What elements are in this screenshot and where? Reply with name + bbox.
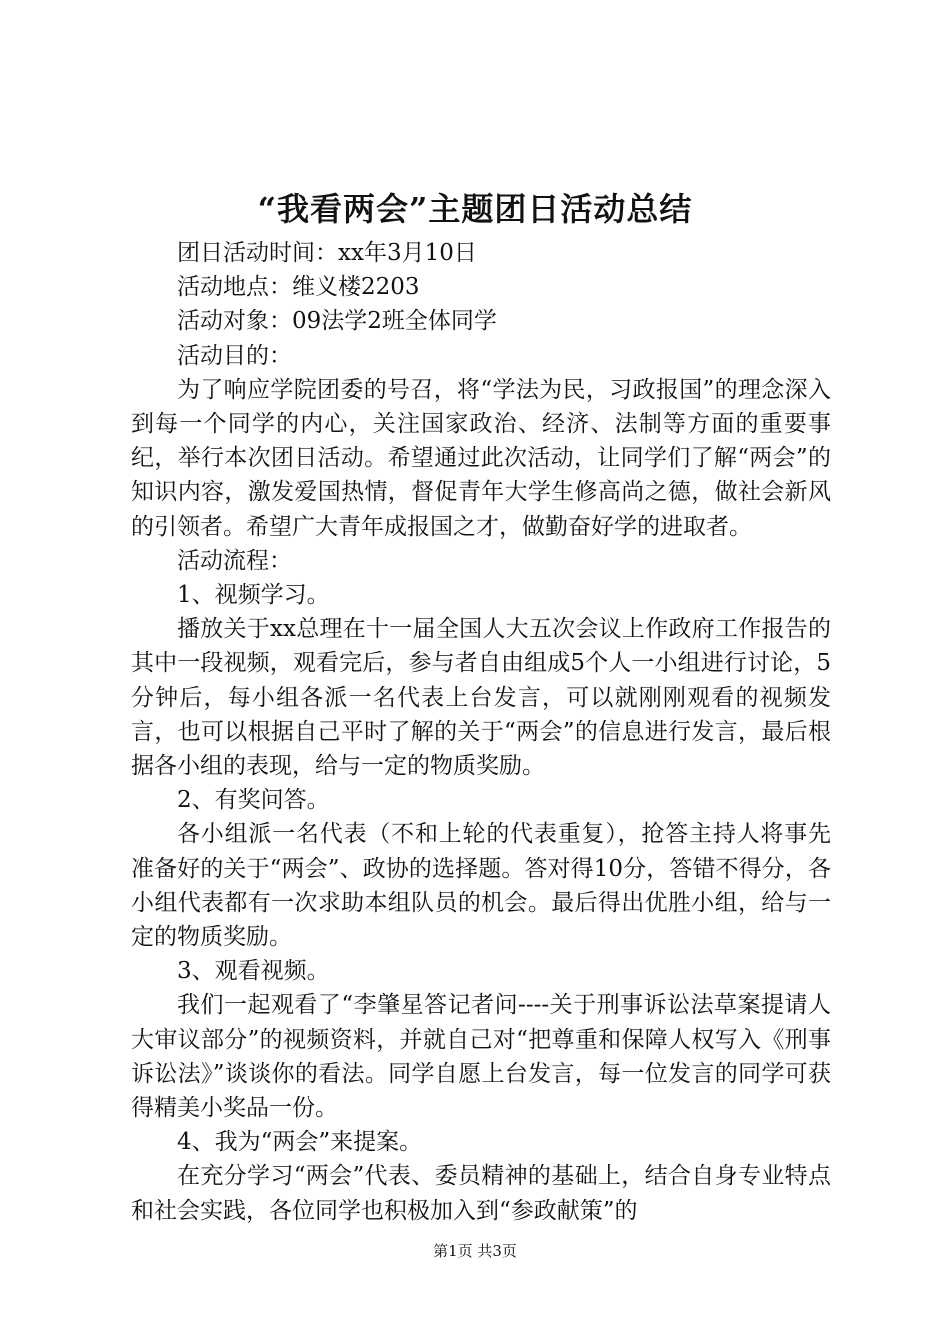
paragraph-step-4-heading: 4、我为“两会”来提案。 xyxy=(177,1129,423,1156)
paragraph-purpose-heading: 活动目的： xyxy=(177,342,292,369)
paragraph-activity-participants: 活动对象：09法学2班全体同学 xyxy=(177,308,497,335)
paragraph-purpose-text: 为了响应学院团委的号召，将“学法为民，习政报国”的理念深入到每一个同学的内心，关注国家政治、经济、法制等方面的重要事纪，举行本次团日活动。希望通过此次活动，让同学们了解“两会”的知识内容，激发爱国热情，督促青年大学生修高尚之德，做社会新风的引领者。希望广大青年成报国之才，做勤奋好学的进取者。 xyxy=(131,376,831,540)
paragraph-step-2-text: 各小组派一名代表（不和上轮的代表重复），抢答主持人将事先准备好的关于“两会”、政协的选择题。答对得10分，答错不得分，各小组代表都有一次求助本组队员的机会。最后得出优胜小组，给与一定的物质奖励。 xyxy=(131,821,831,951)
paragraph-activity-time: 团日活动时间：xx年3月10日 xyxy=(177,240,477,266)
paragraph-step-3-text: 我们一起观看了“李肇星答记者问----关于刑事诉讼法草案提请人大审议部分”的视频资料，并就自己对“把尊重和保障人权写入《刑事诉讼法》”谈谈你的看法。同学自愿上台发言，每一位发言的同学可获得精美小奖品一份。 xyxy=(131,992,831,1122)
paragraph-step-1-text: 播放关于xx总理在十一届全国人大五次会议上作政府工作报告的其中一段视频，观看完后，参与者自由组成5个人一小组进行讨论，5分钟后，每小组各派一名代表上台发言，可以就刚刚观看的视频发言，也可以根据自己平时了解的关于“两会”的信息进行发言，最后根据各小组的表现，给与一定的物质奖励。 xyxy=(131,616,831,780)
paragraph-step-2-heading: 2、有奖问答。 xyxy=(177,787,330,814)
page-footer: 第1页 共3页 xyxy=(433,1242,517,1260)
paragraph-step-1-heading: 1、视频学习。 xyxy=(177,582,330,609)
paragraph-step-4-text: 在充分学习“两会”代表、委员精神的基础上，结合自身专业特点和社会实践，各位同学也积极加入到“参政献策”的 xyxy=(131,1163,831,1224)
document-body xyxy=(131,236,831,1228)
paragraph-activity-location: 活动地点：维义楼2203 xyxy=(177,274,420,301)
paragraph-process-heading: 活动流程： xyxy=(177,547,292,574)
paragraph-step-3-heading: 3、观看视频。 xyxy=(177,958,330,985)
document-title: “我看两会”主题团日活动总结 xyxy=(257,190,693,228)
